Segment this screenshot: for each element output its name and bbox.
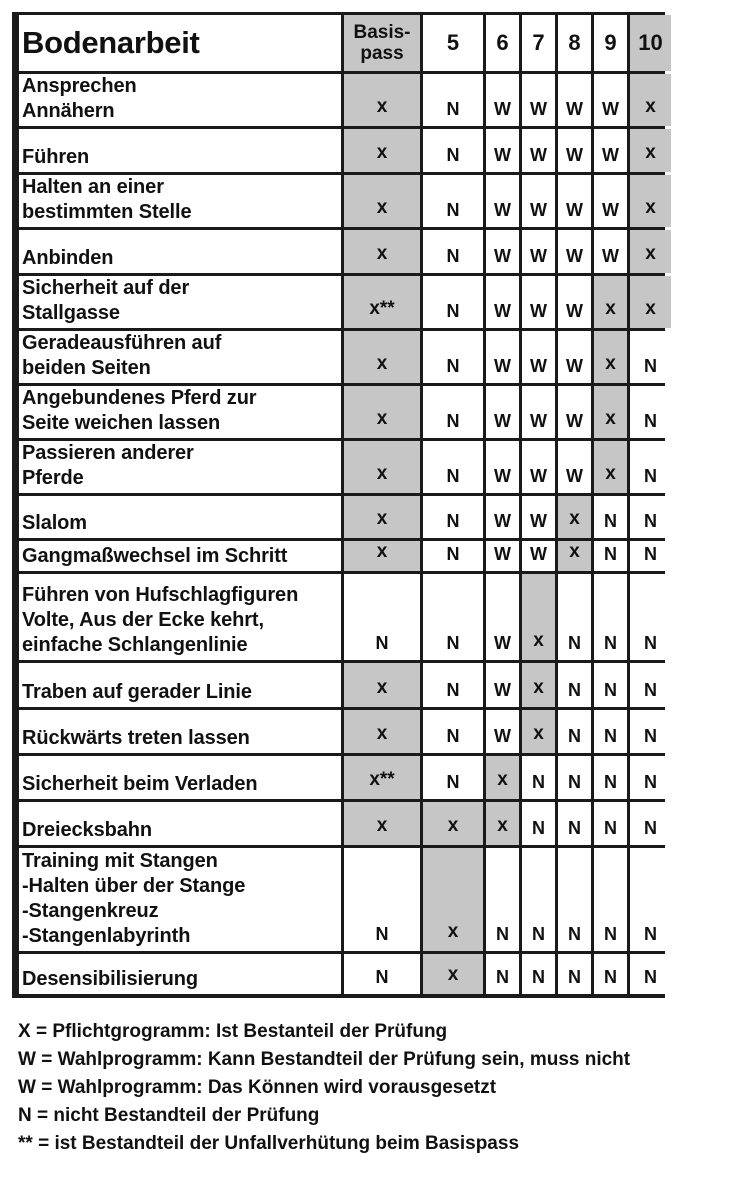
table-cell: N — [630, 541, 671, 571]
table-cell: N — [522, 954, 555, 994]
table-cell: N — [423, 441, 483, 493]
table-cell: W — [522, 441, 555, 493]
table-cell: x — [558, 496, 591, 538]
table-cell: N — [344, 954, 420, 994]
table-cell: x — [522, 710, 555, 753]
table-cell: W — [558, 129, 591, 172]
table-cell: x — [594, 276, 627, 328]
table-cell: W — [486, 496, 519, 538]
row-label: Gangmaßwechsel im Schritt — [19, 541, 341, 571]
table-cell: W — [522, 276, 555, 328]
row-label: Geradeausführen auf beiden Seiten — [19, 331, 341, 383]
table-cell: W — [486, 574, 519, 660]
table-cell: W — [486, 331, 519, 383]
column-header-7: 7 — [522, 15, 555, 71]
row-label: Desensibilisierung — [19, 954, 341, 994]
table-row — [19, 756, 671, 799]
table-row — [19, 276, 671, 328]
table-cell: N — [630, 710, 671, 753]
table-row — [19, 802, 671, 845]
table-cell: x — [486, 802, 519, 845]
table-cell: N — [594, 574, 627, 660]
table-cell: N — [630, 802, 671, 845]
table-cell: N — [423, 574, 483, 660]
row-label: Ansprechen Annähern — [19, 74, 341, 126]
table-cell: x — [423, 954, 483, 994]
table-cell: x — [594, 386, 627, 438]
table-cell: x — [522, 663, 555, 707]
row-label: Training mit Stangen -Halten über der Stange -Stangenkreuz -Stangenlabyrinth — [19, 848, 341, 951]
table-cell: N — [594, 663, 627, 707]
table-cell: x — [423, 802, 483, 845]
table-cell: W — [594, 74, 627, 126]
table-cell: N — [423, 496, 483, 538]
table-cell: x — [344, 129, 420, 172]
row-label: Rückwärts treten lassen — [19, 710, 341, 753]
legend-item-w-assumed: W = Wahlprogramm: Das Können wird vorausgesetzt — [18, 1077, 497, 1098]
table-cell: x — [594, 331, 627, 383]
table-cell: x — [344, 541, 420, 571]
table-row — [19, 331, 671, 383]
table-row — [19, 129, 671, 172]
table-cell: W — [522, 541, 555, 571]
table-cell: N — [344, 848, 420, 951]
header-row — [19, 15, 671, 71]
table-cell: N — [630, 441, 671, 493]
table-cell: N — [630, 663, 671, 707]
table-cell: W — [486, 663, 519, 707]
table-cell: N — [423, 756, 483, 799]
table-title: Bodenarbeit — [19, 15, 341, 71]
table-cell: N — [594, 541, 627, 571]
table-cell: W — [486, 541, 519, 571]
table-cell: W — [522, 386, 555, 438]
column-header-8: 8 — [558, 15, 591, 71]
table-cell: x — [344, 74, 420, 126]
table-cell: N — [423, 710, 483, 753]
row-label: Dreiecksbahn — [19, 802, 341, 845]
table-cell: W — [558, 331, 591, 383]
table-row — [19, 175, 671, 227]
table-body — [19, 74, 671, 994]
row-label: Traben auf gerader Linie — [19, 663, 341, 707]
row-label: Passieren anderer Pferde — [19, 441, 341, 493]
row-label: Führen von Hufschlagfiguren Volte, Aus der Ecke kehrt, einfache Schlangenlinie — [19, 574, 341, 660]
table-cell: N — [423, 663, 483, 707]
table-cell: x — [344, 496, 420, 538]
requirements-table-frame — [12, 12, 665, 998]
table-cell: x — [344, 386, 420, 438]
table-cell: N — [423, 541, 483, 571]
table-cell: W — [558, 386, 591, 438]
table-cell: x — [344, 802, 420, 845]
row-label: Slalom — [19, 496, 341, 538]
table-cell: N — [630, 756, 671, 799]
table-cell: W — [486, 710, 519, 753]
table-row — [19, 74, 671, 126]
table-cell: W — [486, 175, 519, 227]
table-cell: N — [522, 802, 555, 845]
requirements-table — [16, 12, 674, 997]
table-row — [19, 848, 671, 951]
table-cell: N — [558, 848, 591, 951]
table-cell: N — [594, 848, 627, 951]
table-row — [19, 574, 671, 660]
table-cell: N — [630, 848, 671, 951]
table-cell: W — [486, 386, 519, 438]
legend-item-footnote: ** = ist Bestandteil der Unfallverhütung beim Basispass — [18, 1133, 520, 1154]
row-label: Halten an einer bestimmten Stelle — [19, 175, 341, 227]
legend-item-n: N = nicht Bestandteil der Prüfung — [18, 1105, 320, 1126]
table-cell: W — [558, 230, 591, 273]
table-cell: N — [522, 848, 555, 951]
table-cell: W — [486, 441, 519, 493]
table-cell: x** — [344, 276, 420, 328]
table-cell: N — [558, 802, 591, 845]
table-cell: N — [558, 954, 591, 994]
table-cell: x — [594, 441, 627, 493]
table-cell: N — [594, 496, 627, 538]
table-cell: N — [423, 386, 483, 438]
table-cell: N — [630, 954, 671, 994]
row-label: Sicherheit auf der Stallgasse — [19, 276, 341, 328]
table-cell: W — [558, 276, 591, 328]
table-cell: x — [344, 663, 420, 707]
table-cell: W — [558, 74, 591, 126]
table-cell: W — [486, 129, 519, 172]
table-cell: x — [423, 848, 483, 951]
table-row — [19, 954, 671, 994]
table-cell: N — [558, 756, 591, 799]
table-cell: x — [344, 331, 420, 383]
table-cell: W — [522, 230, 555, 273]
table-row — [19, 663, 671, 707]
table-cell: N — [630, 331, 671, 383]
table-cell: W — [522, 175, 555, 227]
table-cell: W — [594, 129, 627, 172]
table-cell: N — [558, 710, 591, 753]
table-cell: x — [344, 230, 420, 273]
table-cell: N — [522, 756, 555, 799]
table-cell: N — [423, 74, 483, 126]
table-cell: x — [558, 541, 591, 571]
legend-item-x: X = Pflichtgrogramm: Ist Bestanteil der Prüfung — [18, 1021, 448, 1042]
table-cell: N — [423, 175, 483, 227]
row-label: Sicherheit beim Verladen — [19, 756, 341, 799]
table-cell: x — [630, 175, 671, 227]
column-header-basispass — [344, 15, 420, 71]
table-cell: N — [594, 954, 627, 994]
table-cell: N — [630, 496, 671, 538]
column-header-9: 9 — [594, 15, 627, 71]
table-row — [19, 496, 671, 538]
table-cell: W — [486, 276, 519, 328]
table-cell: W — [594, 175, 627, 227]
table-cell: W — [522, 129, 555, 172]
table-cell: x — [344, 710, 420, 753]
table-row — [19, 710, 671, 753]
table-cell: N — [630, 574, 671, 660]
column-header-6: 6 — [486, 15, 519, 71]
table-cell: x — [630, 129, 671, 172]
legend — [18, 1018, 730, 1158]
row-label: Anbinden — [19, 230, 341, 273]
column-header-label: Basis- pass — [353, 22, 411, 64]
table-cell: N — [558, 574, 591, 660]
table-cell: W — [558, 175, 591, 227]
table-cell: N — [423, 230, 483, 273]
row-label: Angebundenes Pferd zur Seite weichen lassen — [19, 386, 341, 438]
table-cell: W — [522, 496, 555, 538]
table-cell: W — [522, 331, 555, 383]
table-row — [19, 541, 671, 571]
table-cell: W — [486, 74, 519, 126]
table-cell: x — [486, 756, 519, 799]
table-cell: x — [344, 175, 420, 227]
table-cell: x** — [344, 756, 420, 799]
column-header-10: 10 — [630, 15, 671, 71]
table-cell: x — [522, 574, 555, 660]
table-cell: N — [423, 129, 483, 172]
table-cell: x — [630, 276, 671, 328]
table-cell: W — [558, 441, 591, 493]
table-cell: x — [630, 74, 671, 126]
table-cell: W — [594, 230, 627, 273]
column-header-5: 5 — [423, 15, 483, 71]
legend-item-w-optional: W = Wahlprogramm: Kann Bestandteil der Prüfung sein, muss nicht — [18, 1049, 631, 1070]
table-cell: N — [594, 710, 627, 753]
table-row — [19, 441, 671, 493]
table-cell: x — [630, 230, 671, 273]
table-cell: N — [486, 848, 519, 951]
table-cell: N — [486, 954, 519, 994]
table-cell: N — [630, 386, 671, 438]
table-cell: N — [558, 663, 591, 707]
table-cell: N — [423, 276, 483, 328]
table-cell: x — [344, 441, 420, 493]
table-cell: N — [423, 331, 483, 383]
table-row — [19, 230, 671, 273]
table-cell: N — [594, 756, 627, 799]
table-cell: W — [486, 230, 519, 273]
table-row — [19, 386, 671, 438]
row-label: Führen — [19, 129, 341, 172]
table-cell: W — [522, 74, 555, 126]
table-cell: N — [344, 574, 420, 660]
table-cell: N — [594, 802, 627, 845]
